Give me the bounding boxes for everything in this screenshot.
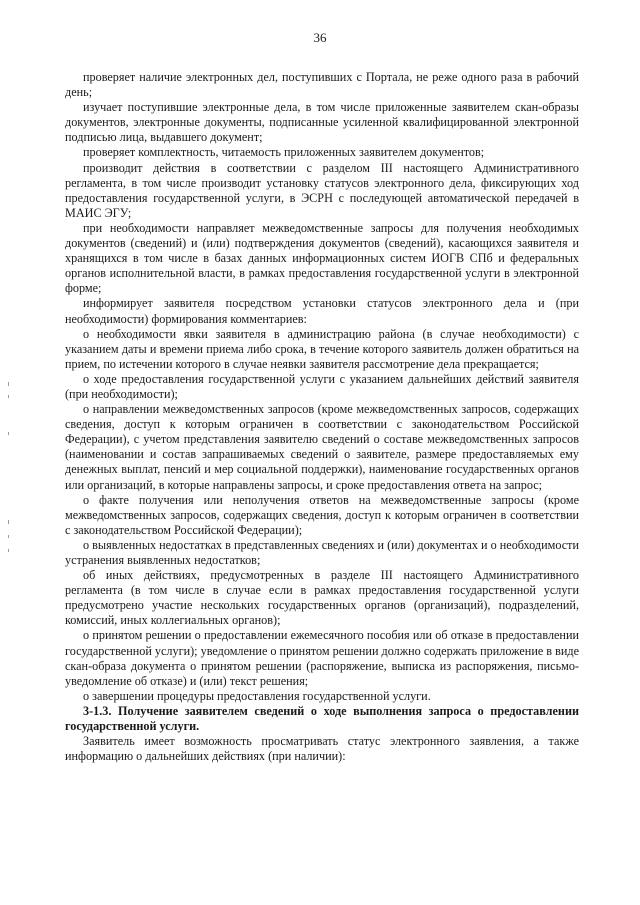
paragraph: при необходимости направляет межведомственные запросы для получения необходимых документов (сведений) и (или) подтверждения документов (сведений), касающихся заявителя и хранящихся в том числе в базах данных информационных систем ИОГВ СПб и федеральных органов исполнительной власти, в рамках предоставления государственной услуги в электронной форме; [65, 220, 579, 296]
paragraph: о ходе предоставления государственной услуги с указанием дальнейших действий заявителя (при необходимости); [65, 371, 579, 401]
document-body [65, 70, 579, 764]
section-paragraph: Заявитель имеет возможность просматривать статус электронного заявления, а также информацию о дальнейших действиях (при наличии): [65, 734, 579, 764]
paragraph: о завершении процедуры предоставления государственной услуги. [83, 688, 431, 703]
paragraph: производит действия в соответствии с разделом III настоящего Административного регламента, в том числе производит установку статусов электронного дела, фиксирующих ход предоставления государственной услуги, в ЭСРН с последующей автоматической передачей в МАИС ЭГУ; [65, 160, 579, 220]
scan-margin-mark [8, 535, 9, 538]
paragraph: изучает поступившие электронные дела, в том числе приложенные заявителем скан-образы документов, электронные документы, подписанные усиленной квалифицированной электронной подписью лица, выдавшего документ; [65, 100, 579, 145]
page-number: 36 [313, 30, 327, 45]
paragraph: проверяет комплектность, читаемость приложенных заявителем документов; [83, 145, 485, 160]
scan-margin-mark [8, 395, 9, 398]
scan-margin-mark [8, 432, 9, 435]
paragraph: информирует заявителя посредством установки статусов электронного дела и (при необходимости) формирования комментариев: [65, 296, 579, 326]
scan-margin-mark [8, 549, 9, 552]
paragraph: о направлении межведомственных запросов (кроме межведомственных запросов, содержащих сведения, доступ к которым ограничен в соответствии с законодательством Российской Федерации), с учетом представления заявителю сведений о составе межведомственных запросов (наименовании и состав запрашиваемых сведений о заявителе, размере предоставляемых ему денежных выплат, пенсий и мер социальной поддержки), наименование государственных органов или организаций, в которые направлены запросы, и сроке предоставления ответа на запрос; [65, 402, 579, 492]
paragraph: о необходимости явки заявителя в администрацию района (в случае необходимости) с указанием даты и времени приема либо срока, в течение которого заявитель должен обратиться на прием, по истечении которого в случае неявки заявителя рассмотрение дела прекращается; [65, 326, 579, 371]
paragraph: об иных действиях, предусмотренных в разделе III настоящего Административного регламента (в том числе в случае если в рамках предоставления государственной услуги предусмотрено участие нескольких государственных органов (организаций), подразделений, комиссий, иных коллегиальных органов); [65, 568, 579, 628]
paragraph: о принятом решении о предоставлении ежемесячного пособия или об отказе в предоставлении государственной услуги); уведомление о принятом решении должно содержать приложение в виде скан-образа документа о принятом решении (распоряжение, выписка из распоряжения, письмо-уведомление об отказе) и (или) текст решения; [65, 628, 579, 688]
paragraph: о выявленных недостатках в представленных сведениях и (или) документах и о необходимости устранения выявленных недостатков; [65, 537, 579, 567]
section-heading: 3-1.3. Получение заявителем сведений о ходе выполнения запроса о предоставлении государственной услуги. [65, 703, 579, 734]
paragraph: проверяет наличие электронных дел, поступивших с Портала, не реже одного раза в рабочий день; [65, 70, 579, 100]
scan-margin-mark [8, 382, 9, 386]
paragraph: о факте получения или неполучения ответов на межведомственные запросы (кроме межведомственных запросов, содержащих сведения, доступ к которым ограничен в соответствии с законодательством Российской Федерации); [65, 492, 579, 537]
scan-margin-mark [8, 520, 9, 524]
